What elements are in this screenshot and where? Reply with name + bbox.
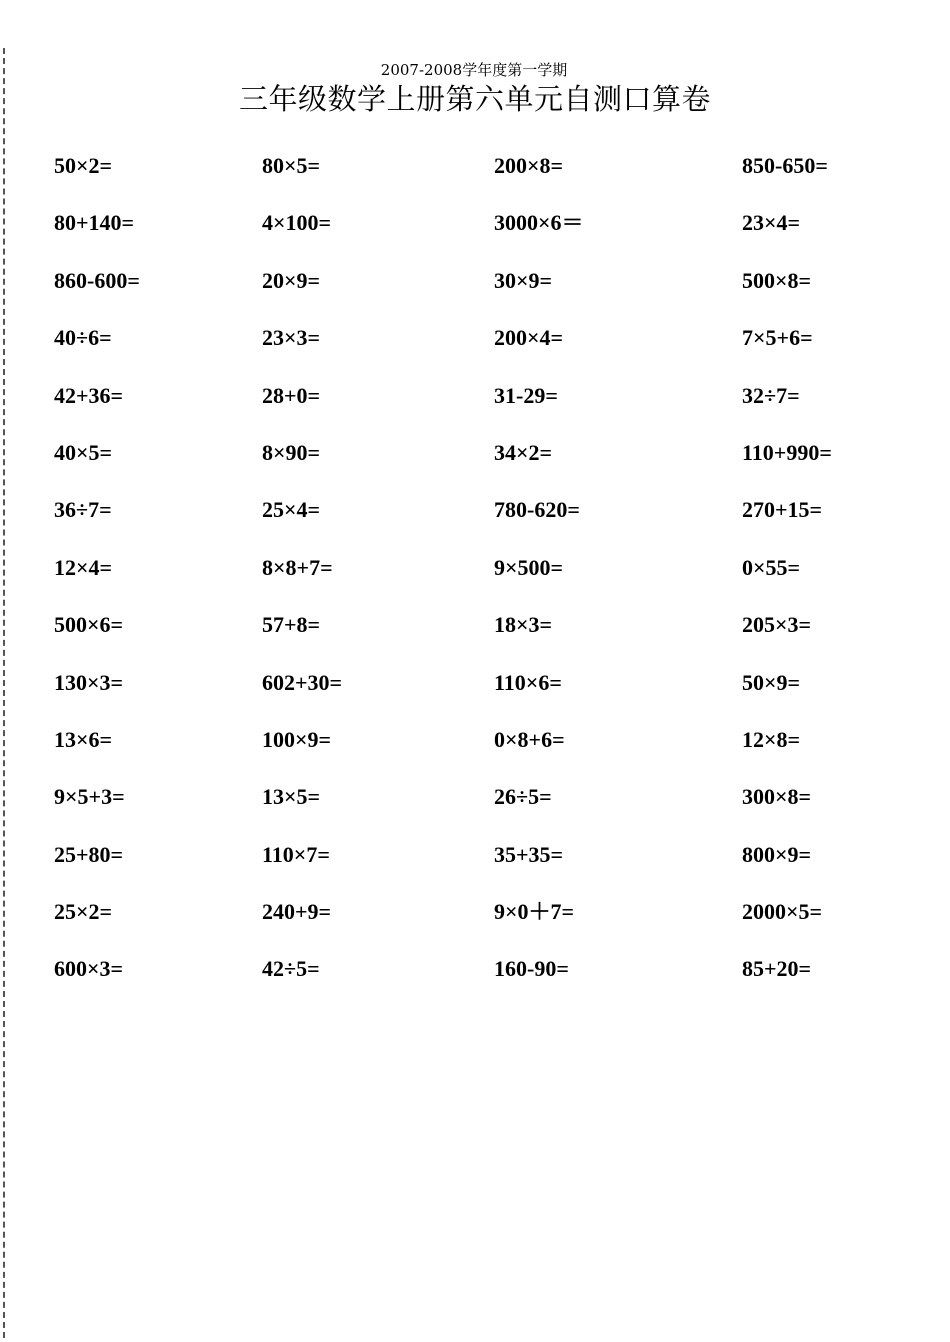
arithmetic-problem: 26÷5= (494, 784, 552, 810)
arithmetic-problem: 12×8= (742, 726, 801, 752)
arithmetic-problem: 80×5= (262, 153, 321, 178)
problem-row (0, 940, 950, 997)
arithmetic-problem: 13×5= (262, 784, 321, 810)
problem-row (0, 654, 950, 711)
arithmetic-problem: 800×9= (742, 841, 812, 867)
arithmetic-problem: 20×9= (262, 267, 321, 293)
arithmetic-problem: 32÷7= (742, 382, 800, 408)
problem-row (0, 826, 950, 883)
arithmetic-problem: 0×55= (742, 554, 801, 580)
arithmetic-problem: 3000×6＝ (494, 210, 584, 236)
problem-row (0, 194, 950, 251)
arithmetic-problem: 110×6= (494, 669, 562, 695)
problem-row (0, 539, 950, 596)
arithmetic-problem: 240+9= (262, 899, 332, 925)
arithmetic-problem: 110+990= (742, 439, 832, 465)
problem-row (0, 367, 950, 424)
arithmetic-problem: 205×3= (742, 612, 812, 638)
arithmetic-problem: 850-650= (742, 153, 828, 178)
page-title: 三年级数学上册第六单元自测口算卷 (238, 82, 711, 116)
arithmetic-problem: 23×4= (742, 210, 801, 236)
arithmetic-problem: 780-620= (494, 497, 580, 523)
page-header (0, 60, 950, 117)
arithmetic-problem: 300×8= (742, 784, 812, 810)
arithmetic-problem: 130×3= (54, 669, 124, 695)
arithmetic-problem: 8×8+7= (262, 554, 333, 580)
arithmetic-problem: 9×0＋7= (494, 899, 575, 925)
arithmetic-problem: 40×5= (54, 439, 113, 465)
problem-row (0, 596, 950, 653)
problem-row (0, 424, 950, 481)
arithmetic-problem: 500×6= (54, 612, 124, 638)
problem-grid (0, 137, 950, 998)
problem-row (0, 481, 950, 538)
arithmetic-problem: 50×9= (742, 669, 801, 695)
arithmetic-problem: 23×3= (262, 325, 321, 351)
arithmetic-problem: 600×3= (54, 956, 124, 982)
problem-row (0, 711, 950, 768)
arithmetic-problem: 31-29= (494, 382, 558, 408)
arithmetic-problem: 35+35= (494, 841, 564, 867)
arithmetic-problem: 2000×5= (742, 899, 823, 925)
arithmetic-problem: 100×9= (262, 726, 332, 752)
arithmetic-problem: 85+20= (742, 956, 812, 982)
arithmetic-problem: 12×4= (54, 554, 113, 580)
arithmetic-problem: 50×2= (54, 153, 113, 178)
school-term-subtitle: 2007-2008学年度第一学期 (380, 61, 568, 79)
arithmetic-problem: 200×4= (494, 325, 564, 351)
arithmetic-problem: 0×8+6= (494, 726, 565, 752)
problem-row (0, 309, 950, 366)
arithmetic-problem: 25×2= (54, 899, 113, 925)
arithmetic-problem: 860-600= (54, 267, 140, 293)
arithmetic-problem: 42÷5= (262, 956, 320, 982)
arithmetic-problem: 270+15= (742, 497, 823, 523)
problem-row (0, 137, 950, 194)
arithmetic-problem: 34×2= (494, 439, 553, 465)
problem-row (0, 252, 950, 309)
arithmetic-problem: 9×5+3= (54, 784, 125, 810)
arithmetic-problem: 36÷7= (54, 497, 112, 523)
arithmetic-problem: 602+30= (262, 669, 343, 695)
problem-row (0, 768, 950, 825)
problem-row (0, 883, 950, 940)
arithmetic-problem: 500×8= (742, 267, 812, 293)
arithmetic-problem: 57+8= (262, 612, 321, 638)
arithmetic-problem: 110×7= (262, 841, 330, 867)
arithmetic-problem: 25+80= (54, 841, 124, 867)
arithmetic-problem: 9×500= (494, 554, 564, 580)
arithmetic-problem: 200×8= (494, 153, 564, 178)
arithmetic-problem: 40÷6= (54, 325, 112, 351)
arithmetic-problem: 80+140= (54, 210, 135, 236)
arithmetic-problem: 42+36= (54, 382, 124, 408)
arithmetic-problem: 18×3= (494, 612, 553, 638)
arithmetic-problem: 28+0= (262, 382, 321, 408)
arithmetic-problem: 30×9= (494, 267, 553, 293)
arithmetic-problem: 4×100= (262, 210, 332, 236)
arithmetic-problem: 13×6= (54, 726, 113, 752)
arithmetic-problem: 160-90= (494, 956, 569, 982)
arithmetic-problem: 25×4= (262, 497, 321, 523)
arithmetic-problem: 8×90= (262, 439, 321, 465)
arithmetic-problem: 7×5+6= (742, 325, 813, 351)
